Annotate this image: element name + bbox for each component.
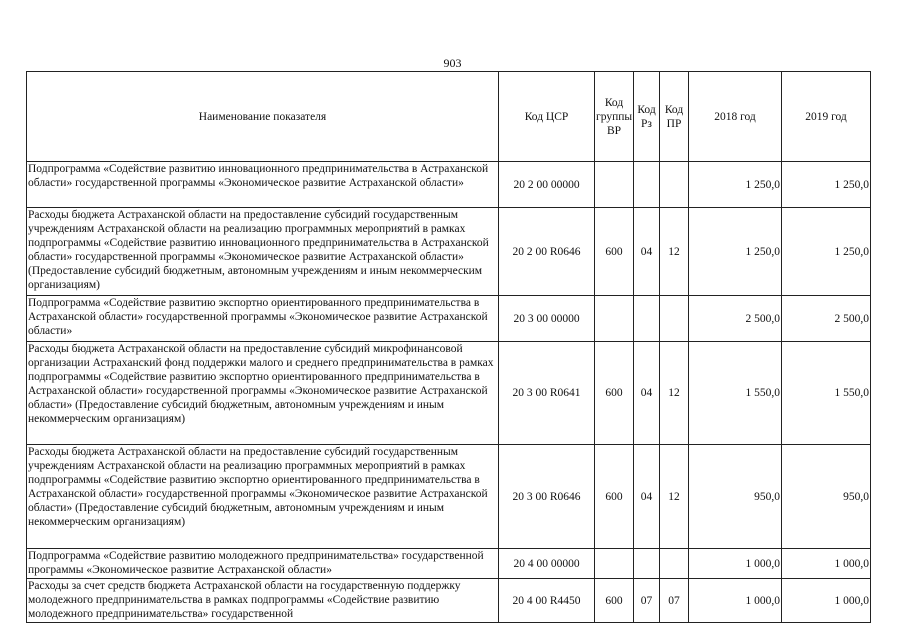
row-name: Подпрограмма «Содействие развитию экспортно ориентированного предпринимательства в Астраханской области» государственной программы «Экономическое развитие Астраханской области» [27, 296, 499, 342]
row-rz: 04 [634, 208, 660, 296]
row-2019: 1 000,0 [782, 579, 871, 623]
table-row [27, 579, 871, 623]
row-rz [634, 296, 660, 342]
row-pr [660, 162, 689, 208]
row-csr: 20 4 00 R4450 [499, 579, 595, 623]
row-pr [660, 549, 689, 579]
table-row [27, 342, 871, 445]
row-name: Расходы за счет средств бюджета Астраханской области на государственную поддержку молодежного предпринимательства в рамках подпрограммы «Содействие развитию молодежного предпринимательства» государственной [27, 579, 499, 623]
header-name: Наименование показателя [27, 72, 499, 162]
row-rz [634, 549, 660, 579]
row-name: Подпрограмма «Содействие развитию молодежного предпринимательства» государственной программы «Экономическое развитие Астраханской области» [27, 549, 499, 579]
row-2018: 950,0 [689, 445, 782, 549]
row-name: Расходы бюджета Астраханской области на предоставление субсидий микрофинансовой организации Астраханский фонд поддержки малого и среднего предпринимательства в рамках подпрограммы «Содействие развитию экспортно ориентированного предпринимательства в Астраханской области» государственной программы «Экономическое развитие Астраханской области» (Предоставление субсидий бюджетным, автономным учреждениям и иным некоммерческим организациям) [27, 342, 499, 445]
row-pr: 12 [660, 445, 689, 549]
row-vr [595, 296, 634, 342]
row-csr: 20 4 00 00000 [499, 549, 595, 579]
row-name: Расходы бюджета Астраханской области на предоставление субсидий государственным учреждениям Астраханской области на реализацию программных мероприятий в рамках подпрограммы «Содействие развитию экспортно ориентированного предпринимательства в Астраханской области» государственной программы «Экономическое развитие Астраханской области» (Предоставление субсидий бюджетным, автономным учреждениям и иным некоммерческим организациям) [27, 445, 499, 549]
row-2018: 1 250,0 [689, 162, 782, 208]
table-row [27, 549, 871, 579]
row-csr: 20 3 00 00000 [499, 296, 595, 342]
row-vr: 600 [595, 445, 634, 549]
row-2019: 1 250,0 [782, 208, 871, 296]
table-header [27, 72, 871, 162]
row-pr: 12 [660, 208, 689, 296]
row-2019: 1 250,0 [782, 162, 871, 208]
row-vr [595, 162, 634, 208]
row-2018: 1 000,0 [689, 579, 782, 623]
table-row [27, 162, 871, 208]
row-csr: 20 2 00 00000 [499, 162, 595, 208]
header-csr: Код ЦСР [499, 72, 595, 162]
row-csr: 20 3 00 R0641 [499, 342, 595, 445]
row-pr [660, 296, 689, 342]
row-vr: 600 [595, 579, 634, 623]
header-vr: Код группы ВР [595, 72, 634, 162]
row-pr: 07 [660, 579, 689, 623]
row-rz: 04 [634, 445, 660, 549]
table-row [27, 296, 871, 342]
row-vr: 600 [595, 208, 634, 296]
row-vr: 600 [595, 342, 634, 445]
page-number: 903 [443, 56, 462, 70]
row-csr: 20 2 00 R0646 [499, 208, 595, 296]
header-2019: 2019 год [782, 72, 871, 162]
row-name: Расходы бюджета Астраханской области на предоставление субсидий государственным учреждениям Астраханской области на реализацию программных мероприятий в рамках подпрограммы «Содействие развитию инновационного предпринимательства в Астраханской области» государственной программы «Экономическое развитие Астраханской области» (Предоставление субсидий бюджетным, автономным учреждениям и иным некоммерческим организациям) [27, 208, 499, 296]
row-2019: 950,0 [782, 445, 871, 549]
row-rz [634, 162, 660, 208]
row-2018: 1 000,0 [689, 549, 782, 579]
table-row [27, 445, 871, 549]
row-vr [595, 549, 634, 579]
row-2019: 1 550,0 [782, 342, 871, 445]
row-2018: 2 500,0 [689, 296, 782, 342]
row-2019: 1 000,0 [782, 549, 871, 579]
row-csr: 20 3 00 R0646 [499, 445, 595, 549]
budget-table [26, 71, 871, 623]
row-2018: 1 250,0 [689, 208, 782, 296]
row-pr: 12 [660, 342, 689, 445]
header-rz: Код Рз [634, 72, 660, 162]
header-pr: Код ПР [660, 72, 689, 162]
row-rz: 07 [634, 579, 660, 623]
table-row [27, 208, 871, 296]
row-2018: 1 550,0 [689, 342, 782, 445]
row-2019: 2 500,0 [782, 296, 871, 342]
row-rz: 04 [634, 342, 660, 445]
row-name: Подпрограмма «Содействие развитию инновационного предпринимательства в Астраханской области» государственной программы «Экономическое развитие Астраханской области» [27, 162, 499, 208]
header-2018: 2018 год [689, 72, 782, 162]
